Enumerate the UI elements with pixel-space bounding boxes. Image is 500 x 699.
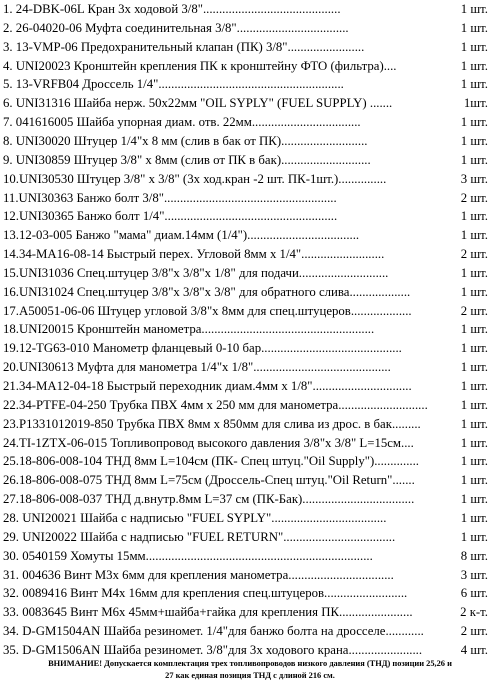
list-item xyxy=(0,415,500,434)
item-quantity: 1 шт. xyxy=(460,528,488,547)
item-description: 25.18-806-008-104 ТНД 8мм L=104см (ПК- Спец штуц."Oil Supply").............. xyxy=(3,454,419,469)
item-quantity: 1 шт. xyxy=(460,415,488,434)
item-quantity: 1 шт. xyxy=(460,509,488,528)
item-description: 26.18-806-008-075 ТНД 8мм L=75см (Дроссель-Спец штуц."Oil Return"....... xyxy=(3,473,415,488)
list-item xyxy=(0,151,500,170)
item-description: 33. 0083645 Винт М6х 45мм+шайба+гайка для крепления ПК....................... xyxy=(3,605,413,620)
item-description: 32. 0089416 Винт М4х 16мм для крепления спец.штуцеров.......................... xyxy=(3,586,408,601)
list-item xyxy=(0,302,500,321)
list-item xyxy=(0,226,500,245)
item-quantity: 1 шт. xyxy=(460,471,488,490)
item-quantity: 3 шт. xyxy=(460,170,488,189)
item-description: 34. D-GM1504AN Шайба резиномет. 1/4"для банжо болта на дросселе............ xyxy=(3,624,424,639)
item-quantity: 1 шт. xyxy=(460,377,488,396)
item-quantity: 1 шт. xyxy=(460,358,488,377)
item-quantity: 2 шт. xyxy=(460,189,488,208)
item-quantity: 1 шт. xyxy=(460,226,488,245)
item-quantity: 1 шт. xyxy=(460,339,488,358)
item-description: 7. 041616005 Шайба упорная диам. отв. 22мм.................................. xyxy=(3,115,361,130)
item-quantity: 1 шт. xyxy=(460,434,488,453)
list-item xyxy=(0,434,500,453)
item-description: 16.UNI31024 Спец.штуцер 3/8"х 3/8"х 3/8" для обратного слива................... xyxy=(3,284,411,299)
item-description: 23.P1331012019-850 Трубка ПВХ 8мм х 850мм для слива из дрос. в бак......... xyxy=(3,416,421,431)
list-item xyxy=(0,566,500,585)
item-description: 14.34-MA16-08-14 Быстрый перех. Угловой 8мм х 1/4".......................... xyxy=(3,247,385,262)
item-description: 12.UNI30365 Банжо болт 1/4"...................................................... xyxy=(3,209,338,224)
item-quantity: 1 шт. xyxy=(460,490,488,509)
list-item xyxy=(0,490,500,509)
item-description: 35. D-GM1506AN Шайба резиномет. 3/8"для 3х ходового крана....................... xyxy=(3,642,423,657)
list-item xyxy=(0,75,500,94)
list-item xyxy=(0,189,500,208)
list-item xyxy=(0,57,500,76)
item-quantity: 1 шт. xyxy=(460,113,488,132)
item-quantity: 1 шт. xyxy=(460,283,488,302)
item-description: 31. 004636 Винт М3х 6мм для крепления манометра................................. xyxy=(3,567,394,582)
item-description: 13.12-03-005 Банжо "мама" диам.14мм (1/4")................................... xyxy=(3,228,360,243)
item-quantity: 1 шт. xyxy=(460,207,488,226)
item-quantity: 1 шт. xyxy=(460,19,488,38)
list-item xyxy=(0,283,500,302)
list-item xyxy=(0,622,500,641)
item-description: 15.UNI31036 Спец.штуцер 3/8"х 3/8"х 1/8" для подачи............................ xyxy=(3,265,389,280)
list-item xyxy=(0,207,500,226)
item-quantity: 1 шт. xyxy=(460,452,488,471)
item-description: 10.UNI30530 Штуцер 3/8" х 3/8" (3х ход.кран -2 шт. ПК-1шт.)............... xyxy=(3,171,387,186)
list-item xyxy=(0,94,500,113)
item-quantity: 4 шт. xyxy=(460,641,488,660)
list-item xyxy=(0,528,500,547)
warning-note-line-2: 27 как единая позиция ТНД с длиной 216 см. xyxy=(165,671,335,680)
item-description: 19.12-TG63-010 Манометр фланцевый 0-10 бар............................................ xyxy=(3,341,402,356)
list-item xyxy=(0,584,500,603)
item-quantity: 1шт. xyxy=(463,94,488,113)
item-quantity: 1 шт. xyxy=(460,0,488,19)
item-description: 1. 24-DBK-06L Кран 3х ходовой 3/8"........................................... xyxy=(3,2,341,16)
list-item xyxy=(0,170,500,189)
item-description: 20.UNI30613 Муфта для манометра 1/4"х 1/8"........................................... xyxy=(3,360,391,375)
list-item xyxy=(0,0,500,19)
list-item xyxy=(0,132,500,151)
item-description: 8. UNI30020 Штуцер 1/4"х 8 мм (слив в бак от ПК)........................... xyxy=(3,133,368,148)
list-item xyxy=(0,19,500,38)
item-description: 21.34-MA12-04-18 Быстрый переходник диам.4мм х 1/8"............................... xyxy=(3,379,412,393)
item-quantity: 2 шт. xyxy=(460,245,488,264)
item-description: 17.A50051-06-06 Штуцер угловой 3/8"х 8мм для спец.штуцеров................... xyxy=(3,303,412,318)
list-item xyxy=(0,452,500,471)
list-item xyxy=(0,113,500,132)
list-item xyxy=(0,396,500,415)
list-item xyxy=(0,358,500,377)
item-description: 3. 13-VMP-06 Предохранительный клапан (ПК) 3/8"........................ xyxy=(3,39,365,54)
list-item xyxy=(0,38,500,57)
item-description: 4. UNI20023 Кронштейн крепления ПК к кронштейну ФТО (фильтра).... xyxy=(3,58,397,73)
warning-note xyxy=(0,658,500,682)
list-item xyxy=(0,547,500,566)
item-quantity: 3 шт. xyxy=(460,566,488,585)
item-description: 30. 0540159 Хомуты 15мм....................................................................... xyxy=(3,548,373,563)
item-quantity: 1 шт. xyxy=(460,57,488,76)
list-item xyxy=(0,264,500,283)
item-description: 5. 13-VRFB04 Дроссель 1/4".......................................................... xyxy=(3,77,344,92)
item-description: 24.TI-1ZTX-06-015 Топливопровод высокого давления 3/8"х 3/8" L=15см.... xyxy=(3,435,414,450)
item-description: 28. UNI20021 Шайба с надписью "FUEL SYPLY".................................... xyxy=(3,510,387,525)
list-item xyxy=(0,471,500,490)
item-description: 6. UNI31316 Шайба нерж. 50х22мм "OIL SYPLY" (FUEL SUPPLY) ....... xyxy=(3,96,393,111)
list-item xyxy=(0,377,500,396)
item-quantity: 1 шт. xyxy=(460,264,488,283)
item-quantity: 2 к-т. xyxy=(459,603,488,622)
item-description: 11.UNI30363 Банжо болт 3/8"...................................................... xyxy=(3,190,337,205)
item-quantity: 1 шт. xyxy=(460,320,488,339)
list-item xyxy=(0,245,500,264)
item-quantity: 1 шт. xyxy=(460,38,488,57)
item-description: 29. UNI20022 Шайба с надписью "FUEL RETURN"................................... xyxy=(3,529,396,544)
list-item xyxy=(0,603,500,622)
item-quantity: 6 шт. xyxy=(460,584,488,603)
list-item xyxy=(0,320,500,339)
list-item xyxy=(0,339,500,358)
warning-note-line-1: ВНИМАНИЕ! Допускается комплектация трех топливопроводов низкого давления (ТНД) позиции 25,26 и xyxy=(48,659,452,668)
item-quantity: 1 шт. xyxy=(460,132,488,151)
item-description: 27.18-806-008-037 ТНД д.внутр.8мм L=37 см (ПК-Бак)................................... xyxy=(3,492,415,507)
item-description: 22.34-PTFE-04-250 Трубка ПВХ 4мм х 250 мм для манометра............................ xyxy=(3,397,428,412)
item-description: 18.UNI20015 Кронштейн манометра...................................................... xyxy=(3,322,375,337)
item-quantity: 1 шт. xyxy=(460,396,488,415)
item-quantity: 8 шт. xyxy=(460,547,488,566)
item-quantity: 2 шт. xyxy=(460,302,488,321)
item-quantity: 2 шт. xyxy=(460,622,488,641)
item-quantity: 1 шт. xyxy=(460,75,488,94)
list-item xyxy=(0,509,500,528)
item-description: 9. UNI30859 Штуцер 3/8" х 8мм (слив от ПК в бак)............................ xyxy=(3,152,371,167)
item-description: 2. 26-04020-06 Муфта соединительная 3/8"................................... xyxy=(3,20,349,35)
item-quantity: 1 шт. xyxy=(460,151,488,170)
